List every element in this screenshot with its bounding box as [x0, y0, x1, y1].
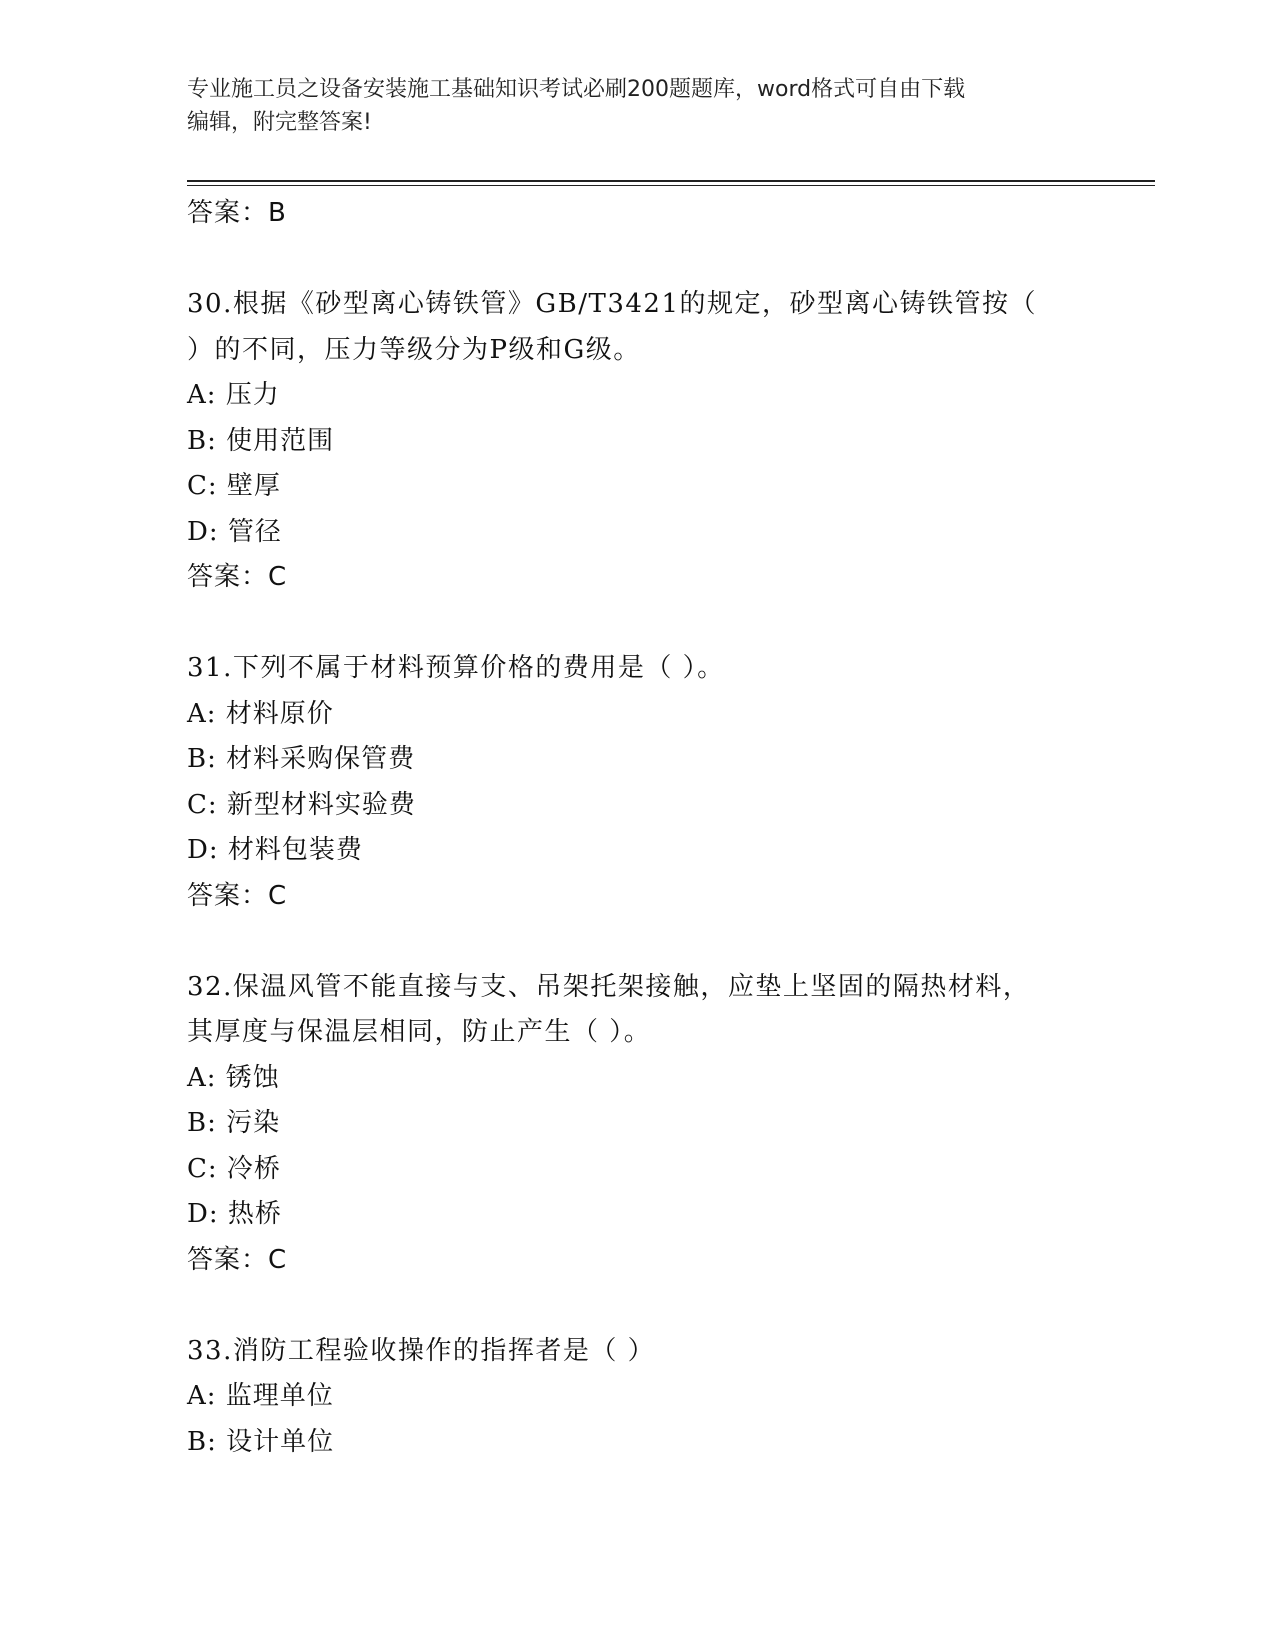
option-d: D: 热桥: [187, 1199, 282, 1229]
option-d: D: 材料包装费: [187, 835, 363, 865]
answer: 答案：C: [187, 1244, 288, 1275]
option-a: A: 压力: [187, 380, 280, 410]
header-divider-thin: [187, 185, 1155, 186]
document-header: [187, 73, 1087, 139]
answer: 答案：C: [187, 562, 288, 592]
question-33: [187, 1329, 1087, 1466]
question-stem: 30.根据《砂型离心铸铁管》GB/T3421的规定，砂型离心铸铁管按（: [187, 289, 1037, 319]
question-30: [187, 282, 1087, 601]
option-c: C: 壁厚: [187, 471, 281, 501]
option-b: B: 污染: [187, 1108, 281, 1138]
option-b: B: 设计单位: [187, 1426, 335, 1457]
option-b: B: 使用范围: [187, 425, 335, 456]
option-a: A: 监理单位: [187, 1381, 334, 1411]
option-c: C: 新型材料实验费: [187, 789, 416, 820]
question-31: [187, 646, 1087, 919]
question-stem: 其厚度与保温层相同，防止产生（ ）。: [187, 1017, 652, 1047]
header-divider-thick: [187, 180, 1155, 182]
question-stem: 32.保温风管不能直接与支、吊架托架接触，应垫上坚固的隔热材料，: [187, 971, 1031, 1002]
option-d: D: 管径: [187, 516, 282, 547]
question-stem: 33.消防工程验收操作的指挥者是（ ）: [187, 1335, 656, 1366]
question-list: [187, 191, 1087, 1465]
question-stem: ）的不同，压力等级分为P级和G级。: [187, 334, 641, 365]
previous-answer: 答案：B: [187, 198, 287, 228]
option-b: B: 材料采购保管费: [187, 744, 416, 774]
header-title-line-2: 编辑，附完整答案!: [187, 110, 372, 135]
header-title-line-1: 专业施工员之设备安装施工基础知识考试必刷200题题库，word格式可自由下载: [187, 77, 966, 102]
option-c: C: 冷桥: [187, 1153, 281, 1184]
question-32: [187, 965, 1087, 1284]
option-a: A: 材料原价: [187, 698, 334, 729]
question-stem: 31.下列不属于材料预算价格的费用是（ ）。: [187, 653, 725, 683]
answer: 答案：C: [187, 880, 288, 911]
option-a: A: 锈蚀: [187, 1062, 280, 1093]
